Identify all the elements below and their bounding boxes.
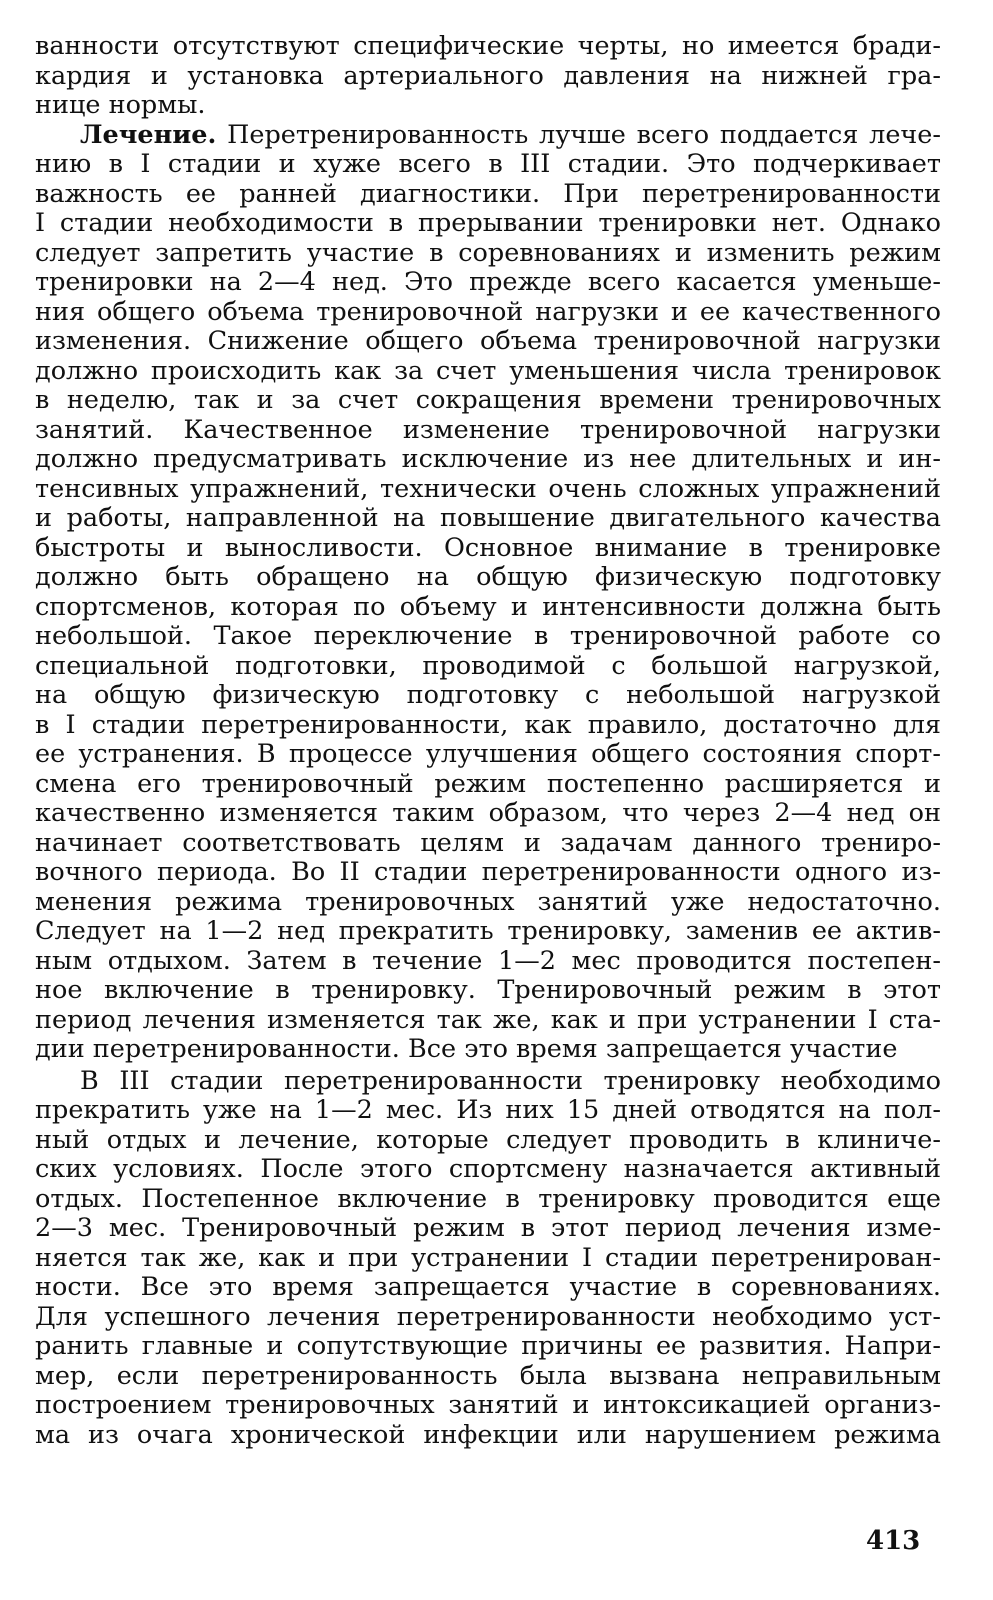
text-line: должно предусматривать исключение из нее длительных и ин- — [35, 445, 941, 474]
text-line: I стадии необходимости в прерывании тренировки нет. Однако — [35, 209, 941, 238]
text-line: качественно изменяется таким образом, что через 2—4 нед он — [35, 799, 941, 828]
text-line: ее устранения. В процессе улучшения общего состояния спорт- — [35, 740, 941, 769]
text-line: занятий. Качественное изменение тренировочной нагрузки — [35, 415, 941, 445]
text-line: нице нормы. — [35, 91, 206, 120]
text-line: тенсивных упражнений, технически очень сложных упражнений — [35, 474, 941, 504]
text-line: ным отдыхом. Затем в течение 1—2 мес проводится постепен- — [35, 946, 941, 976]
text-line: Следует на 1—2 нед прекратить тренировку, заменив ее актив- — [35, 917, 941, 946]
text-line: нию в I стадии и хуже всего в III стадии. Это подчеркивает — [35, 150, 941, 179]
text-line: в I стадии перетренированности, как правило, достаточно для — [35, 710, 941, 740]
text-line: ма из очага хронической инфекции или нарушением режима — [35, 1420, 941, 1450]
text-line: ное включение в тренировку. Тренировочный режим в этот — [35, 976, 941, 1005]
text-line: ния общего объема тренировочной нагрузки и ее качественного — [35, 297, 941, 327]
text-line: должно происходить как за счет уменьшения числа тренировок — [35, 356, 941, 386]
text-line: прекратить уже на 1—2 мес. Из них 15 дней отводятся на пол- — [35, 1096, 941, 1125]
text-line: в неделю, так и за счет сокращения времени тренировочных — [35, 386, 941, 415]
text-line: на общую физическую подготовку с небольшой нагрузкой — [35, 681, 941, 710]
text-line: быстроты и выносливости. Основное внимание в тренировке — [35, 533, 941, 563]
text-line: смена его тренировочный режим постепенно расширяется и — [35, 769, 941, 799]
text-line: важность ее ранней диагностики. При перетренированности — [35, 179, 941, 209]
text-line: ранить главные и сопутствующие причины ее развития. Напри- — [35, 1332, 941, 1361]
text-line: няется так же, как и при устранении I стадии перетренирован- — [35, 1243, 941, 1273]
text-line: кардия и установка артериального давления на нижней гра- — [35, 61, 941, 91]
text-line: вочного периода. Во II стадии перетренированности одного из- — [35, 858, 941, 887]
text-line: В III стадии перетренированности тренировку необходимо — [80, 1066, 941, 1096]
page-number: 413 — [866, 1526, 921, 1556]
text-line: период лечения изменяется так же, как и при устранении I ста- — [35, 1005, 941, 1035]
text-line: дии перетренированности. Все это время запрещается участие — [35, 1035, 898, 1064]
text-line: ванности отсутствуют специфические черты, но имеется бради- — [35, 32, 941, 61]
text-line: построением тренировочных занятий и интоксикацией организ- — [35, 1391, 941, 1420]
text-line: и работы, направленной на повышение двигательного качества — [35, 504, 941, 533]
text-line: спортсменов, которая по объему и интенсивности должна быть — [35, 592, 941, 622]
paragraph-stage-three — [35, 1067, 941, 1451]
paragraph-treatment — [35, 121, 941, 1065]
section-term: Лечение. — [80, 120, 217, 150]
text-line: специальной подготовки, проводимой с большой нагрузкой, — [35, 651, 941, 681]
text-line: изменения. Снижение общего объема тренировочной нагрузки — [35, 327, 941, 356]
text-line — [35, 121, 941, 151]
text-line: мер, если перетренированность была вызвана неправильным — [35, 1361, 941, 1391]
text-line: должно быть обращено на общую физическую подготовку — [35, 563, 941, 592]
paragraph-continued — [35, 32, 941, 121]
text-line: небольшой. Такое переключение в тренировочной работе со — [35, 622, 941, 651]
text-line: отдых. Постепенное включение в тренировку проводится еще — [35, 1184, 941, 1214]
text-line: ности. Все это время запрещается участие в соревнованиях. — [35, 1273, 941, 1302]
text-line: 2—3 мес. Тренировочный режим в этот период лечения изме- — [35, 1214, 941, 1243]
text-fragment: Перетренированность лучше всего поддается лече- — [216, 120, 941, 150]
text-line: менения режима тренировочных занятий уже недостаточно. — [35, 887, 941, 917]
text-line: ный отдых и лечение, которые следует проводить в клиниче- — [35, 1125, 941, 1155]
text-line: следует запретить участие в соревнованиях и изменить режим — [35, 238, 941, 268]
text-line: Для успешного лечения перетренированности необходимо уст- — [35, 1302, 941, 1332]
text-line: ских условиях. После этого спортсмену назначается активный — [35, 1155, 941, 1184]
text-line: тренировки на 2—4 нед. Это прежде всего касается уменьше- — [35, 268, 941, 297]
text-line: начинает соответствовать целям и задачам данного трениро- — [35, 828, 941, 858]
